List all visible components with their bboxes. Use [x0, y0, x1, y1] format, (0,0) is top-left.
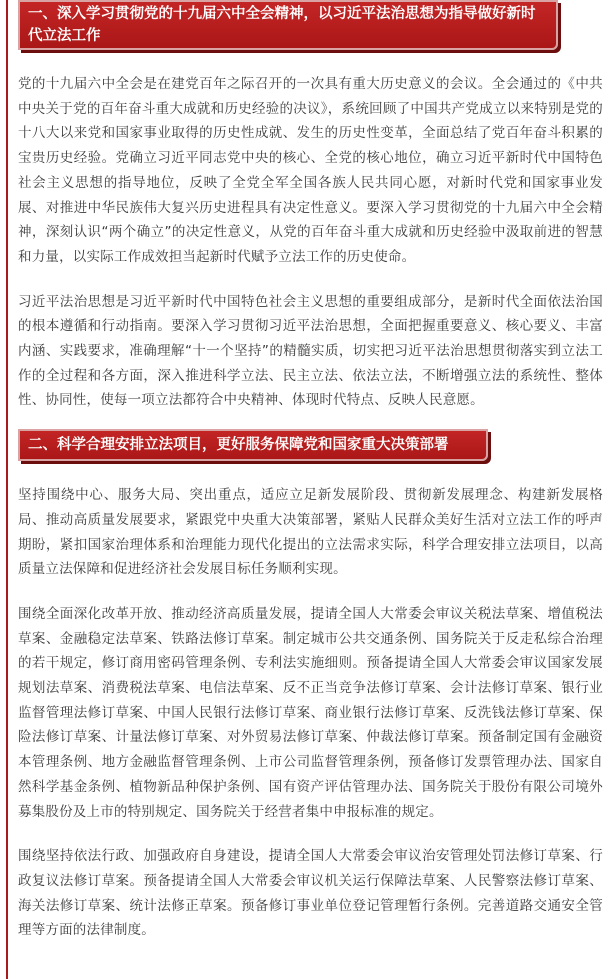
- section-1-heading: 一、深入学习贯彻党的十九届六中全会精神，以习近平法治思想为指导做好新时代立法工作: [18, 0, 558, 50]
- section-1-paragraph-2: 习近平法治思想是习近平新时代中国特色社会主义思想的重要组成部分，是新时代全面依法治国的根本遵循和行动指南。要深入学习贯彻习近平法治思想，全面把握重要意义、核心要义、丰富内涵、实践要求，准确理解“十一个坚持”的精髓实质，切实把习近平法治思想贯彻落实到立法工作的全过程和各方面，深入推进科学立法、民主立法、依法立法，不断增强立法的系统性、整体性、协同性，使每一项立法都符合中央精神、体现时代特点、反映人民意愿。: [18, 293, 603, 409]
- left-accent-rule: [6, 0, 8, 979]
- article-body: [18, 0, 603, 943]
- section-2-heading: 二、科学合理安排立法项目，更好服务保障党和国家重大决策部署: [18, 429, 488, 461]
- section-2-paragraph-2: 围绕全面深化改革开放、推动经济高质量发展，提请全国人大常委会审议关税法草案、增值税法草案、金融稳定法草案、铁路法修订草案。制定城市公共交通条例、国务院关于反走私综合治理的若干规定，修订商用密码管理条例、专利法实施细则。预备提请全国人大常委会审议国家发展规划法草案、消费税法草案、电信法草案、反不正当竞争法修订草案、会计法修订草案、银行业监督管理法修订草案、中国人民银行法修订草案、商业银行法修订草案、反洗钱法修订草案、保险法修订草案、计量法修订草案、对外贸易法修订草案、仲裁法修订草案。预备制定国有金融资本管理条例、地方金融监督管理条例、上市公司监督管理条例，预备修订发票管理办法、国家自然科学基金条例、植物新品种保护条例、国有资产评估管理办法、国务院关于股份有限公司境外募集股份及上市的特别规定、国务院关于经营者集中申报标准的规定。: [18, 605, 603, 820]
- section-1-paragraph-1: 党的十九届六中全会是在建党百年之际召开的一次具有重大历史意义的会议。全会通过的《中共中央关于党的百年奋斗重大成就和历史经验的决议》，系统回顾了中国共产党成立以来特别是党的十八大以来党和国家事业取得的历史性成就、发生的历史性变革，全面总结了党百年奋斗积累的宝贵历史经验。党确立习近平同志党中央的核心、全党的核心地位，确立习近平新时代中国特色社会主义思想的指导地位，反映了全党全军全国各族人民共同心愿，对新时代党和国家事业发展、对推进中华民族伟大复兴历史进程具有决定性意义。要深入学习贯彻党的十九届六中全会精神，深刻认识“两个确立”的决定性意义，从党的百年奋斗重大成就和历史经验中汲取前进的智慧和力量，以实际工作成效担当起新时代赋予立法工作的历史使命。: [18, 76, 603, 265]
- section-2-paragraph-3: 围绕坚持依法行政、加强政府自身建设，提请全国人大常委会审议治安管理处罚法修订草案、行政复议法修订草案。预备提请全国人大常委会审议机关运行保障法草案、人民警察法修订草案、海关法修订草案、统计法修正草案。预备修订事业单位登记管理暂行条例。完善道路交通安全管理等方面的法律制度。: [18, 848, 603, 939]
- section-2-paragraph-1: 坚持围绕中心、服务大局、突出重点，适应立足新发展阶段、贯彻新发展理念、构建新发展格局、推动高质量发展要求，紧跟党中央重大决策部署，紧贴人民群众美好生活对立法工作的呼声期盼，紧扣国家治理体系和治理能力现代化提出的立法需求实际，科学合理安排立法项目，以高质量立法保障和促进经济社会发展目标任务顺利实现。: [18, 487, 603, 578]
